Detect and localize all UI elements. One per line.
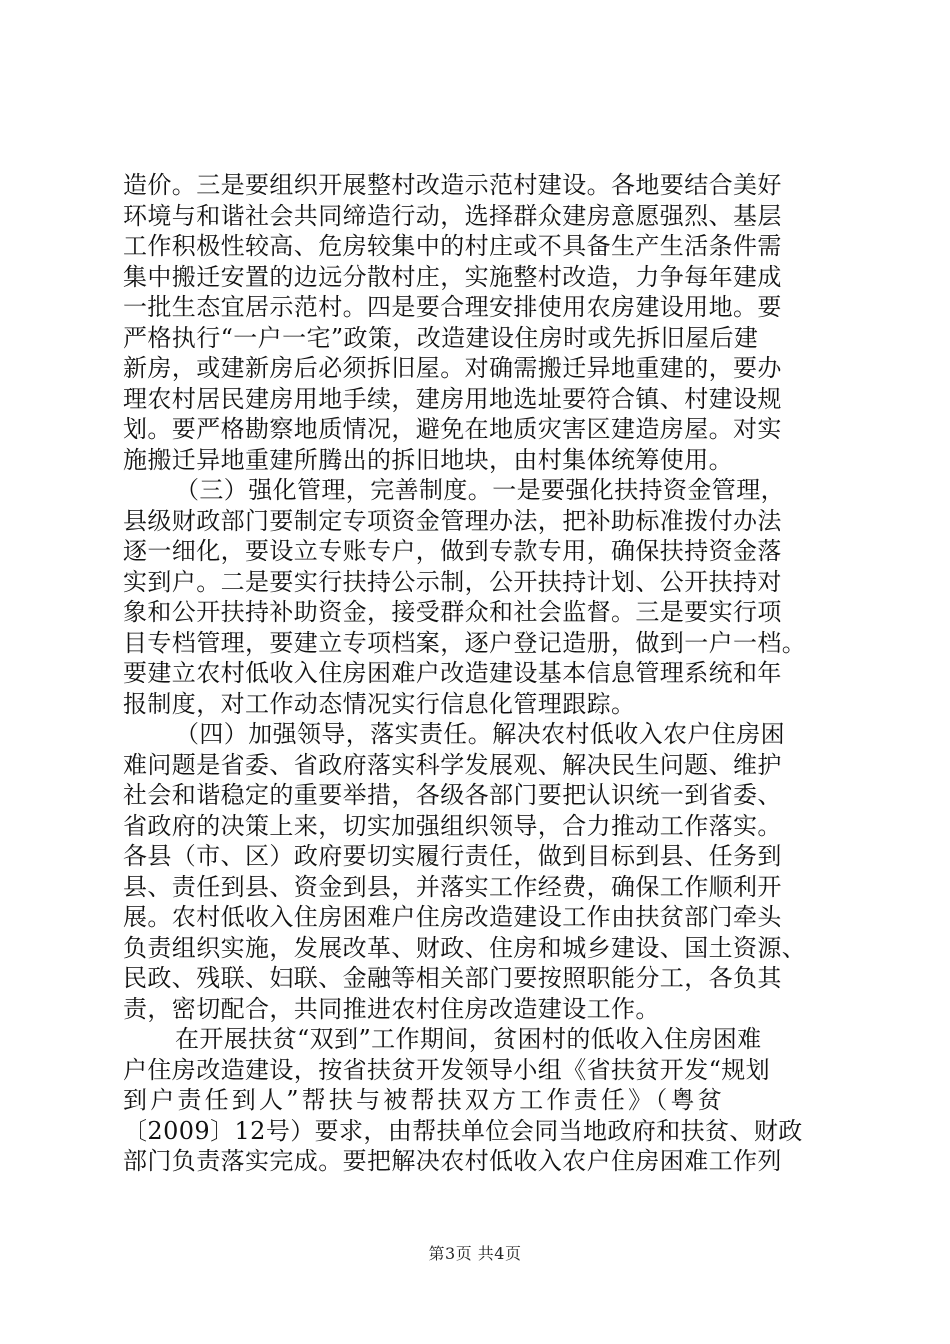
text-line: 县、责任到县、资金到县，并落实工作经费，确保工作顺利开 <box>123 872 782 901</box>
text-line: 各县（市、区）政府要切实履行责任，做到目标到县、任务到 <box>123 842 782 870</box>
text-line: 集中搬迁安置的边远分散村庄，实施整村改造，力争每年建成 <box>123 262 782 291</box>
text-line: 划。要严格勘察地质情况，避免在地质灾害区建造房屋。对实 <box>123 415 782 443</box>
text-line: 严格执行“一户一宅”政策，改造建设住房时或先拆旧屋后建 <box>123 323 759 352</box>
text-line: 民政、残联、妇联、金融等相关部门要按照职能分工，各负其 <box>123 964 782 992</box>
text-line: 省政府的决策上来，切实加强组织领导，合力推动工作落实。 <box>123 811 782 840</box>
text-line: 环境与和谐社会共同缔造行动，选择群众建房意愿强烈、基层 <box>123 201 782 230</box>
text-line: 户住房改造建设，按省扶贫开发领导小组《省扶贫开发“规划 <box>123 1055 771 1084</box>
text-line: 新房，或建新房后必须拆旧屋。对确需搬迁异地重建的，要办 <box>123 354 782 382</box>
text-line: 难问题是省委、省政府落实科学发展观、解决民生问题、维护 <box>123 750 782 779</box>
text-line: 部门负责落实完成。要把解决农村低收入农户住房困难工作列 <box>123 1147 782 1175</box>
document-body <box>123 170 835 1177</box>
text-line: 县级财政部门要制定专项资金管理办法，把补助标准拨付办法 <box>123 506 782 535</box>
text-line: 理农村居民建房用地手续，建房用地选址要符合镇、村建设规 <box>123 384 782 413</box>
text-line: 象和公开扶持补助资金，接受群众和社会监督。三是要实行项 <box>123 598 782 626</box>
text-line: 实到户。二是要实行扶持公示制，公开扶持计划、公开扶持对 <box>123 567 782 596</box>
text-line: 目专档管理，要建立专项档案，逐户登记造册，做到一户一档。 <box>123 628 807 657</box>
text-line: 逐一细化，要设立专账专户，做到专款专用，确保扶持资金落 <box>123 537 782 565</box>
text-line: 展。农村低收入住房困难户住房改造建设工作由扶贫部门牵头 <box>123 903 782 931</box>
text-line: 责，密切配合，共同推进农村住房改造建设工作。 <box>123 994 660 1023</box>
text-line: 报制度，对工作动态情况实行信息化管理跟踪。 <box>123 689 636 718</box>
paragraph-start-line: 在开展扶贫“双到”工作期间，贫困村的低收入住房困难 <box>175 1025 762 1053</box>
text-line: 到户责任到人”帮扶与被帮扶双方工作责任》（粤贫 <box>123 1086 725 1114</box>
text-line: 一批生态宜居示范村。四是要合理安排使用农房建设用地。要 <box>123 293 782 321</box>
text-line: 负责组织实施，发展改革、财政、住房和城乡建设、国土资源、 <box>123 933 807 962</box>
text-line: 要建立农村低收入住房困难户改造建设基本信息管理系统和年 <box>123 659 782 687</box>
section-heading-line: （三）强化管理，完善制度。一是要强化扶持资金管理， <box>175 476 785 504</box>
text-line: 社会和谐稳定的重要举措，各级各部门要把认识统一到省委、 <box>123 781 782 809</box>
text-line: 造价。三是要组织开展整村改造示范村建设。各地要结合美好 <box>123 171 782 199</box>
page-footer: 第3页 共4页 <box>428 1244 522 1263</box>
text-line: 工作积极性较高、危房较集中的村庄或不具备生产生活条件需 <box>123 232 782 260</box>
text-line: 〔2009〕12号）要求，由帮扶单位会同当地政府和扶贫、财政 <box>123 1116 803 1145</box>
section-heading-line: （四）加强领导，落实责任。解决农村低收入农户住房困 <box>175 720 785 748</box>
text-line: 施搬迁异地重建所腾出的拆旧地块，由村集体统筹使用。 <box>123 445 733 474</box>
